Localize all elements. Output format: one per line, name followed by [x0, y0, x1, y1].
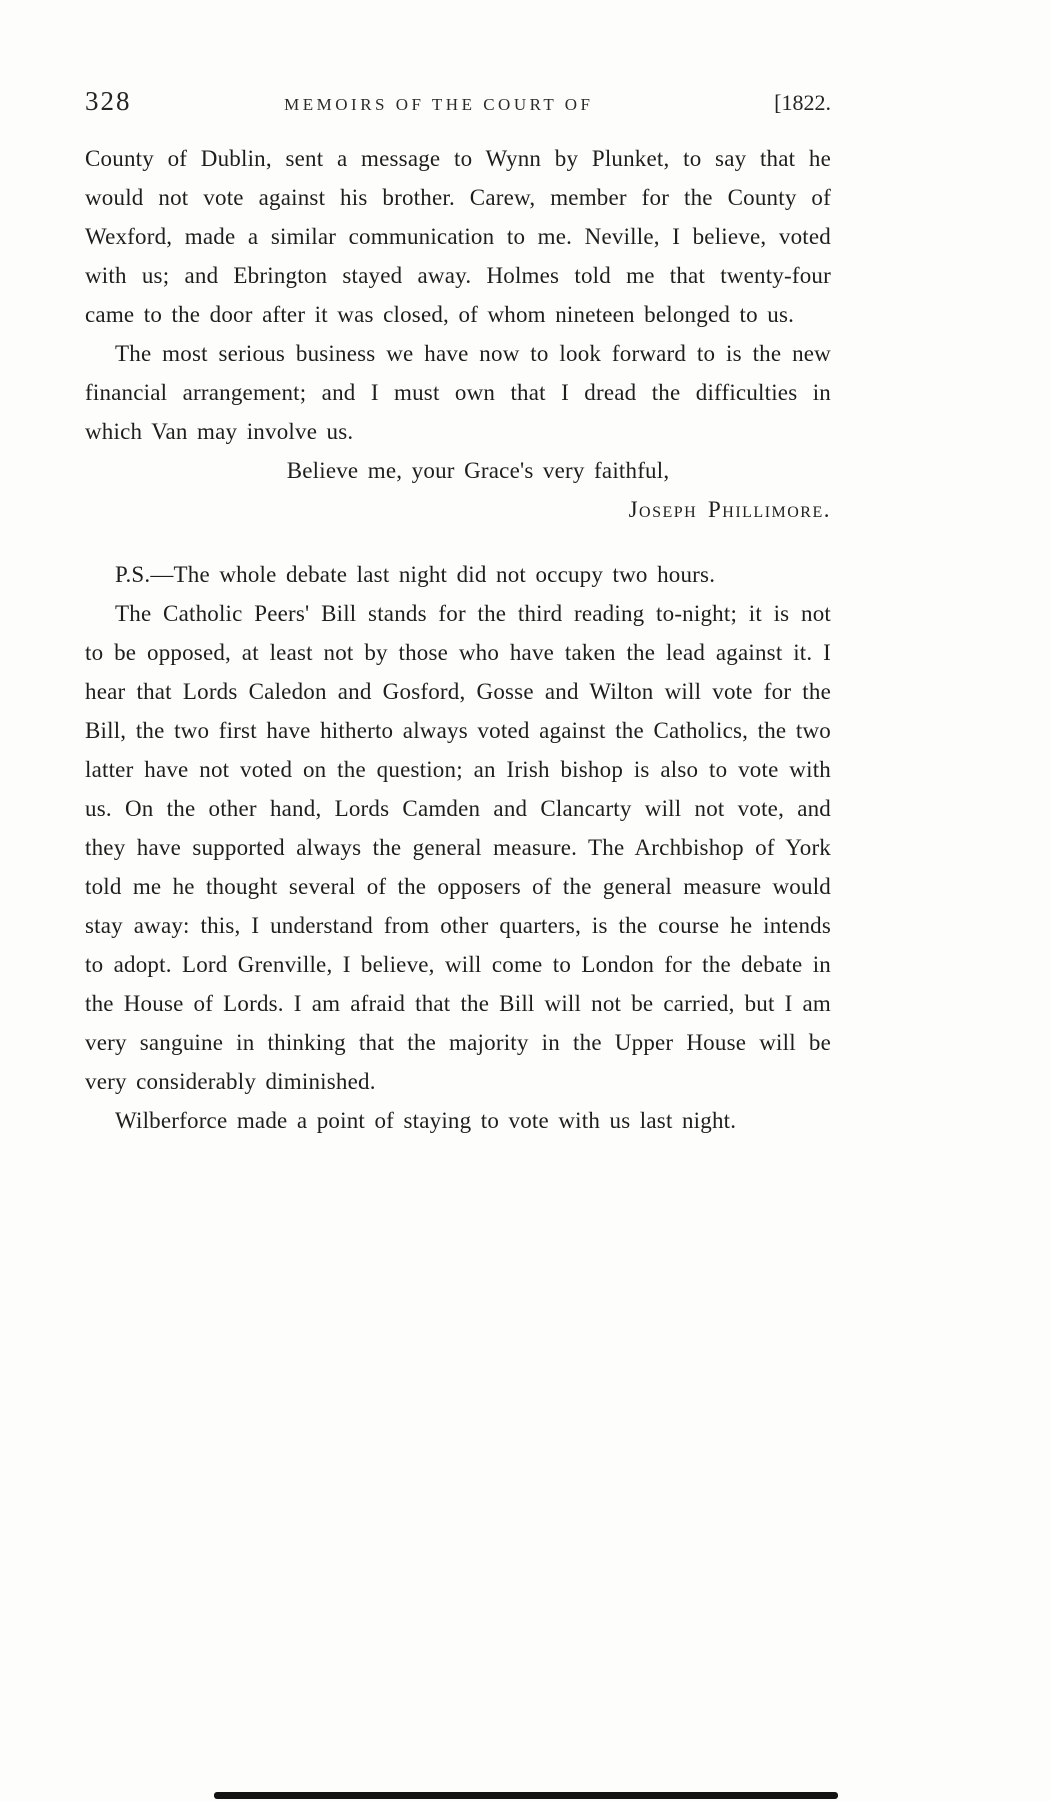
valediction: Believe me, your Grace's very faithful, [286, 458, 670, 483]
letter-body [85, 139, 831, 1140]
page-header [85, 86, 831, 117]
running-title: MEMOIRS OF THE COURT OF [284, 95, 594, 114]
postscript-paragraph: Wilberforce made a point of staying to vote with us last night. [115, 1108, 737, 1133]
signature: Joseph Phillimore. [628, 497, 831, 522]
page-number: 328 [85, 86, 132, 116]
postscript-paragraph: P.S.—The whole debate last night did not occupy two hours. [115, 562, 716, 587]
paragraph: The most serious business we have now to look forward to is the new financial arrangement; and I must own that I dread the difficulties in which Van may involve us. [85, 341, 831, 444]
postscript-paragraph: The Catholic Peers' Bill stands for the third reading to-night; it is not to be opposed, at least not by those who have taken the lead against it. I hear that Lords Caledon and Gosford, Gosse and Wilton will vote for the Bill, the two first have hitherto always voted against the Catholics, the two latter have not voted on the question; an Irish bishop is also to vote with us. On the other hand, Lords Camden and Clancarty will not vote, and they have supported always the general measure. The Archbishop of York told me he thought several of the opposers of the general measure would stay away: this, I understand from other quarters, is the course he intends to adopt. Lord Grenville, I believe, will come to London for the debate in the House of Lords. I am afraid that the Bill will not be carried, but I am very sanguine in thinking that the majority in the Upper House will be very considerably diminished. [85, 601, 831, 1094]
date-marker: [1822. [774, 90, 831, 115]
paragraph: County of Dublin, sent a message to Wynn by Plunket, to say that he would not vote against his brother. Carew, member for the County of Wexford, made a similar communication to me. Neville, I believe, voted with us; and Ebrington stayed away. Holmes told me that twenty-four came to the door after it was closed, of whom nineteen belonged to us. [85, 146, 831, 327]
scan-edge-artifact [214, 1792, 838, 1799]
